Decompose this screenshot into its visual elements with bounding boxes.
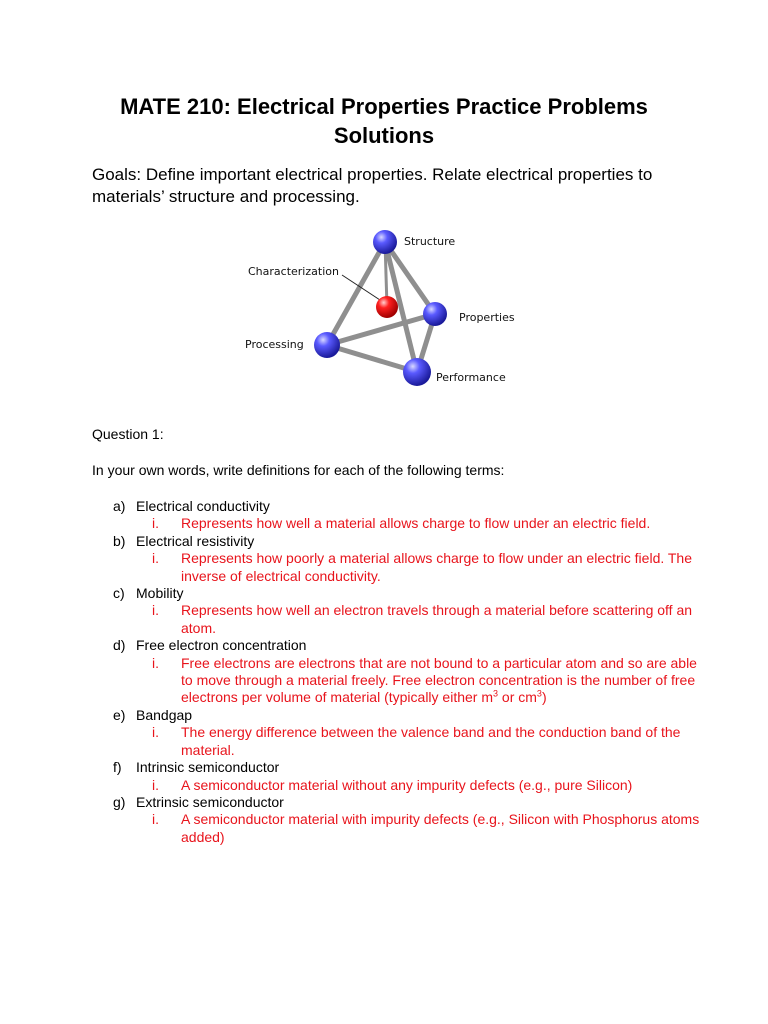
answer-text: The energy difference between the valence band and the conduction band of the material. xyxy=(181,724,681,758)
list-item xyxy=(92,585,712,602)
label-characterization: Characterization xyxy=(248,265,339,278)
characterization-sphere xyxy=(376,296,398,318)
answer-text: A semiconductor material without any impurity defects (e.g., pure Silicon) xyxy=(181,776,633,793)
goals-paragraph: Goals: Define important electrical properties. Relate electrical properties to materials’ structure and processing. xyxy=(92,165,653,206)
characterization-leader-line xyxy=(342,275,380,300)
answer-label: i. xyxy=(152,654,159,671)
performance-sphere xyxy=(403,358,431,386)
question-heading: Question 1: xyxy=(92,426,164,442)
list-item xyxy=(92,707,712,724)
answer-text: Represents how well an electron travels through a material before scattering off an atom. xyxy=(181,602,693,636)
label-properties: Properties xyxy=(459,311,515,324)
processing-sphere xyxy=(314,332,340,358)
list-item xyxy=(92,637,712,654)
item-answer xyxy=(92,602,712,637)
item-term: Free electron concentration xyxy=(136,637,307,654)
item-label: f) xyxy=(113,759,122,776)
properties-sphere xyxy=(423,302,447,326)
answer-superscript: 3 xyxy=(536,688,542,699)
answer-label: i. xyxy=(152,724,159,741)
materials-tetrahedron-diagram xyxy=(230,222,530,397)
item-term: Extrinsic semiconductor xyxy=(136,793,284,810)
item-label: b) xyxy=(113,532,126,549)
item-term: Bandgap xyxy=(136,706,193,723)
answer-text-post: ) xyxy=(541,689,547,706)
structure-sphere xyxy=(373,230,397,254)
answer-label: i. xyxy=(152,776,159,793)
answer-text: A semiconductor material with impurity defects (e.g., Silicon with Phosphorus atoms added) xyxy=(181,811,700,845)
list-item xyxy=(92,759,712,776)
item-answer xyxy=(92,777,712,794)
answer-text-mid: or cm xyxy=(498,689,537,706)
answer-text: Represents how well a material allows charge to flow under an electric field. xyxy=(181,515,651,532)
item-label: a) xyxy=(113,498,126,514)
title-line-1: MATE 210: Electrical Properties Practice Problems xyxy=(120,94,648,119)
item-answer xyxy=(92,655,712,707)
answer-text: Represents how poorly a material allows charge to flow under an electric field. The inverse of electrical conductivity. xyxy=(181,550,692,584)
label-processing: Processing xyxy=(245,338,304,351)
item-answer xyxy=(92,515,712,532)
item-label: e) xyxy=(113,706,126,723)
list-item xyxy=(92,498,712,515)
answer-label: i. xyxy=(152,550,159,567)
list-item xyxy=(92,533,712,550)
answer-text-pre: Free electrons are electrons that are not bound to a particular atom and so are able to move through a material freely. Free electron concentration is the number of free electrons per volume of material (typically either m xyxy=(181,654,697,706)
list-item xyxy=(92,794,712,811)
definitions-list xyxy=(92,498,712,846)
answer-label: i. xyxy=(152,811,159,828)
answer-label: i. xyxy=(152,602,159,619)
answer-label: i. xyxy=(152,515,159,532)
question-intro: In your own words, write definitions for each of the following terms: xyxy=(92,462,505,478)
item-answer xyxy=(92,724,712,759)
answer-superscript: 3 xyxy=(493,688,499,699)
title-line-2: Solutions xyxy=(333,123,435,148)
item-term: Electrical resistivity xyxy=(136,532,255,549)
label-performance: Performance xyxy=(436,371,506,384)
item-label: d) xyxy=(113,637,126,654)
edge-processing-performance xyxy=(327,345,417,372)
item-term: Intrinsic semiconductor xyxy=(136,759,280,776)
label-structure: Structure xyxy=(404,235,456,248)
item-term: Electrical conductivity xyxy=(136,498,270,514)
page-title xyxy=(60,92,708,150)
item-term: Mobility xyxy=(136,585,184,602)
item-answer xyxy=(92,811,712,846)
item-answer xyxy=(92,550,712,585)
item-label: g) xyxy=(113,793,126,810)
item-label: c) xyxy=(113,585,125,602)
